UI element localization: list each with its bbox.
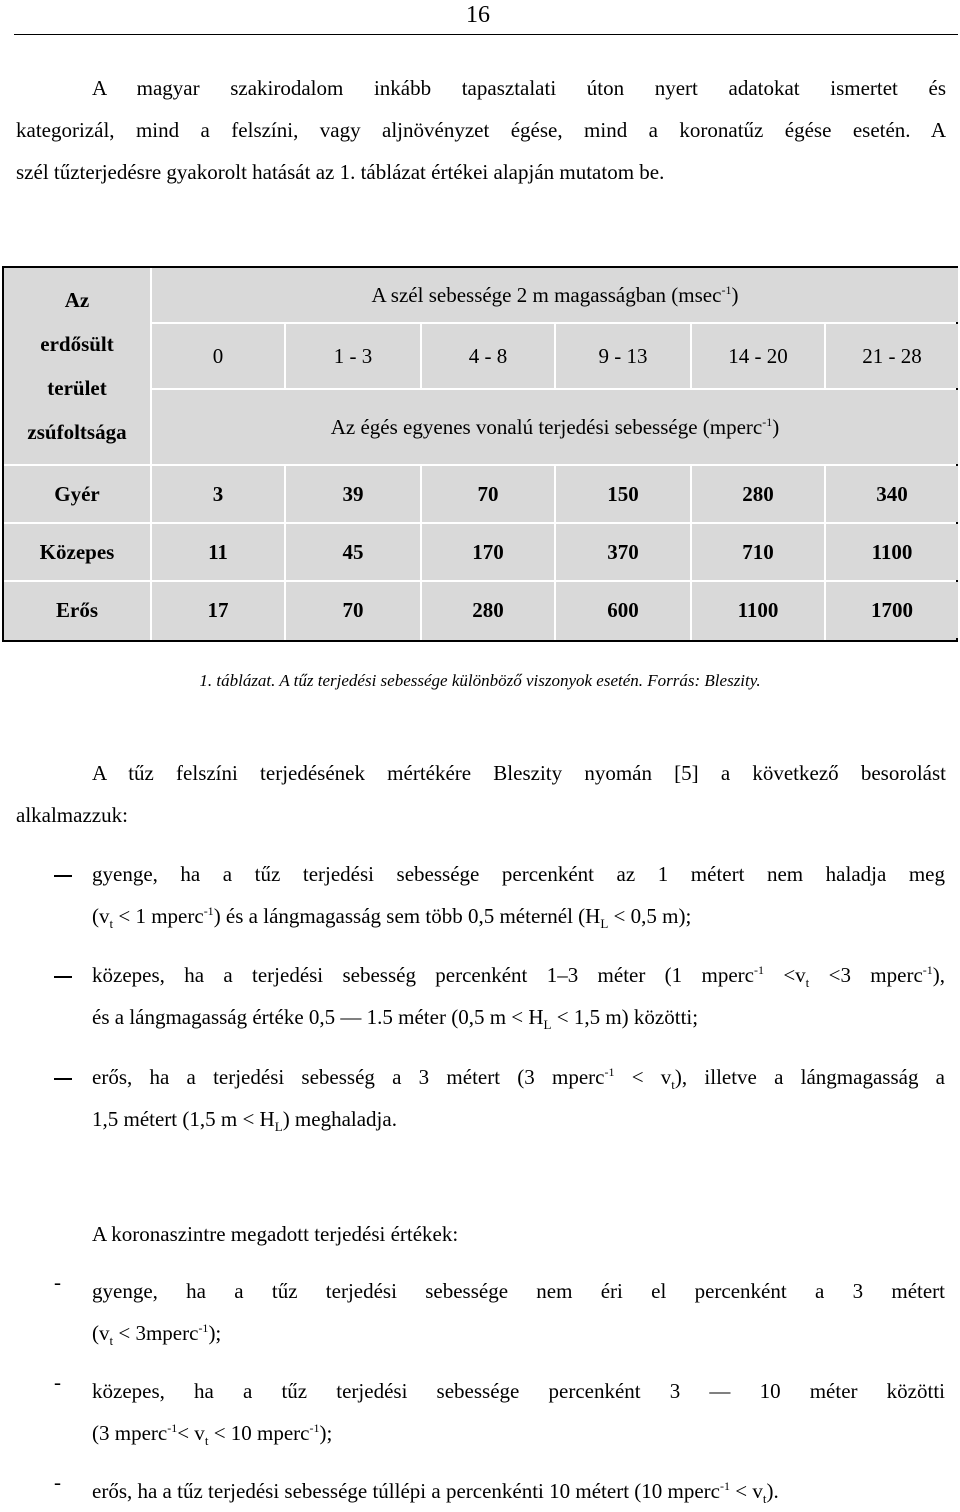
t: < 0,5 m); [608, 904, 692, 928]
intro-paragraph [16, 67, 946, 193]
speed-header-text: Az égés egyenes vonalú terjedési sebessége (mperc [330, 414, 763, 439]
t: <v [763, 963, 806, 987]
row-header-line: terület [47, 376, 107, 400]
speed-header-end: ) [772, 414, 780, 439]
wind-class-cell: 21 - 28 [826, 324, 958, 388]
table-cell: 70 [286, 582, 420, 638]
crown-item-strong [92, 1470, 945, 1512]
classification-line-1-text: A tűz felszíni terjedésének mértékére Bleszity nyomán [5] a következő besorolást [92, 761, 946, 785]
t: t [762, 1491, 767, 1507]
wind-header-end: ) [731, 282, 739, 307]
table-cell: 3 [152, 466, 284, 522]
hyphen-bullet: - [54, 1270, 61, 1294]
table-cell: 600 [556, 582, 690, 638]
wind-header-text: A szél sebessége 2 m magasságban (msec [371, 282, 722, 307]
t: t [109, 1333, 114, 1349]
crown-weak-line-1: gyenge, ha a tűz terjedési sebessége nem éri el percenként a 3 métert [92, 1279, 945, 1303]
table-cell: 150 [556, 466, 690, 522]
t: < 1,5 m) közötti; [551, 1005, 699, 1029]
row-label: Erős [4, 582, 150, 638]
fire-spread-table [2, 266, 958, 642]
wind-class-cell: 4 - 8 [422, 324, 554, 388]
wind-class-cell: 14 - 20 [692, 324, 824, 388]
t: 1,5 métert (1,5 m < H [92, 1107, 275, 1131]
t: t [109, 916, 114, 932]
grid-line [150, 388, 956, 390]
hyphen-bullet: - [54, 1470, 61, 1494]
t: t [805, 975, 810, 991]
t: ) és a lángmagasság sem több 0,5 méternél (H [213, 904, 601, 928]
t: L [274, 1119, 283, 1135]
t: < v [730, 1479, 763, 1503]
crown-weak-line-2 [92, 1312, 945, 1354]
t: -1 [753, 963, 764, 977]
t: -1 [198, 1321, 209, 1335]
intro-line-1 [16, 67, 946, 109]
surface-item-weak [92, 853, 945, 937]
crown-strong-line-1 [92, 1470, 945, 1512]
surface-weak-line-1: gyenge, ha a tűz terjedési sebessége percenként az 1 métert nem haladja meg [92, 862, 945, 886]
grid-line [824, 466, 826, 640]
dash-bullet [54, 1078, 72, 1080]
t: és a lángmagasság értéke 0,5 — 1.5 méter (0,5 m < H [92, 1005, 544, 1029]
dash-bullet [54, 875, 72, 877]
t: -1 [922, 963, 933, 977]
row-header-line: zsúfoltsága [27, 420, 127, 444]
crown-item-weak [92, 1270, 945, 1354]
header-rule [14, 34, 958, 35]
t: < 1 mperc [113, 904, 204, 928]
t: -1 [604, 1065, 615, 1079]
t: (v [92, 904, 110, 928]
grid-line [4, 522, 956, 524]
table-cell: 45 [286, 524, 420, 580]
grid-line [690, 466, 692, 640]
t: ); [319, 1421, 333, 1445]
hyphen-bullet: - [54, 1370, 61, 1394]
speed-header-sup: -1 [762, 414, 773, 429]
t: ). [766, 1479, 779, 1503]
t: -1 [720, 1479, 730, 1493]
t: < v [614, 1065, 672, 1089]
table-cell: 1100 [692, 582, 824, 638]
t: < 10 mperc [208, 1421, 310, 1445]
t: < v [177, 1421, 205, 1445]
intro-line-1-text: A magyar szakirodalom inkább tapasztalati úton nyert adatokat ismertet és [92, 76, 946, 100]
table-cell: 1700 [826, 582, 958, 638]
grid-line [284, 466, 286, 640]
t: -1 [167, 1421, 178, 1435]
t: -1 [309, 1421, 320, 1435]
wind-speed-header [152, 268, 958, 322]
t: <3 mperc [809, 963, 923, 987]
grid-line [420, 324, 422, 388]
wind-class-cell: 9 - 13 [556, 324, 690, 388]
t: L [600, 916, 609, 932]
grid-line [824, 324, 826, 388]
surface-strong-line-1 [92, 1056, 945, 1098]
t: ); [208, 1321, 222, 1345]
t: közepes, ha a terjedési sebesség percenként 1–3 méter (1 mperc [92, 963, 754, 987]
table-cell: 70 [422, 466, 554, 522]
surface-item-strong [92, 1056, 945, 1140]
row-label: Gyér [4, 466, 150, 522]
grid-line [554, 324, 556, 388]
crown-medium-line-2 [92, 1412, 945, 1454]
spread-speed-header [152, 390, 958, 464]
t: ), [932, 963, 946, 987]
grid-line [4, 464, 956, 466]
row-label: Közepes [4, 524, 150, 580]
classification-line-2: alkalmazzuk: [16, 803, 128, 827]
t: (v [92, 1321, 110, 1345]
table-cell: 280 [692, 466, 824, 522]
wind-class-cell: 0 [152, 324, 284, 388]
table-cell: 170 [422, 524, 554, 580]
table-caption: 1. táblázat. A tűz terjedési sebessége különböző viszonyok esetén. Forrás: Bleszity. [199, 671, 761, 690]
table-cell: 280 [422, 582, 554, 638]
grid-line [4, 580, 956, 582]
t: erős, ha a tűz terjedési sebessége túllépi a percenkénti 10 métert (10 mperc [92, 1479, 720, 1503]
row-header-line: Az [64, 288, 90, 312]
wind-class-cell: 1 - 3 [286, 324, 420, 388]
wind-header-sup: -1 [721, 282, 732, 297]
t: t [671, 1077, 675, 1093]
crown-item-medium [92, 1370, 945, 1454]
table-cell: 17 [152, 582, 284, 638]
surface-item-medium [92, 954, 945, 1038]
grid-line [554, 466, 556, 640]
t: < 3mperc [113, 1321, 199, 1345]
grid-line [284, 324, 286, 388]
dash-bullet [54, 976, 72, 978]
classification-intro [16, 752, 946, 836]
surface-medium-line-1 [92, 954, 945, 996]
grid-line [690, 324, 692, 388]
surface-strong-line-2 [92, 1098, 945, 1140]
crown-heading: A koronaszintre megadott terjedési értékek: [92, 1222, 459, 1246]
intro-line-2: kategorizál, mind a felszíni, vagy aljnövényzet égése, mind a koronatűz égése esetén. A [16, 118, 946, 142]
crown-medium-line-1: közepes, ha a tűz terjedési sebessége percenként 3 — 10 méter közötti [92, 1379, 945, 1403]
grid-line [150, 322, 956, 324]
row-header-line: erdősült [40, 332, 114, 356]
table-cell: 39 [286, 466, 420, 522]
t: -1 [203, 904, 214, 918]
t: erős, ha a terjedési sebesség a 3 métert (3 mperc [92, 1065, 605, 1089]
table-cell: 710 [692, 524, 824, 580]
grid-line [150, 268, 152, 640]
surface-medium-line-2 [92, 996, 945, 1038]
page-number: 16 [466, 2, 490, 28]
table-cell: 1100 [826, 524, 958, 580]
t: t [204, 1433, 209, 1449]
table-cell: 11 [152, 524, 284, 580]
t: (3 mperc [92, 1421, 168, 1445]
table-cell: 340 [826, 466, 958, 522]
t: L [543, 1017, 552, 1033]
row-header-cell [4, 268, 150, 464]
classification-line-1 [16, 752, 946, 794]
grid-line [420, 466, 422, 640]
t: ), illetve a lángmagasság a [674, 1065, 945, 1089]
t: ) meghaladja. [282, 1107, 397, 1131]
intro-line-3: szél tűzterjedésre gyakorolt hatását az 1. táblázat értékei alapján mutatom be. [16, 160, 665, 184]
table-cell: 370 [556, 524, 690, 580]
surface-weak-line-2 [92, 895, 945, 937]
